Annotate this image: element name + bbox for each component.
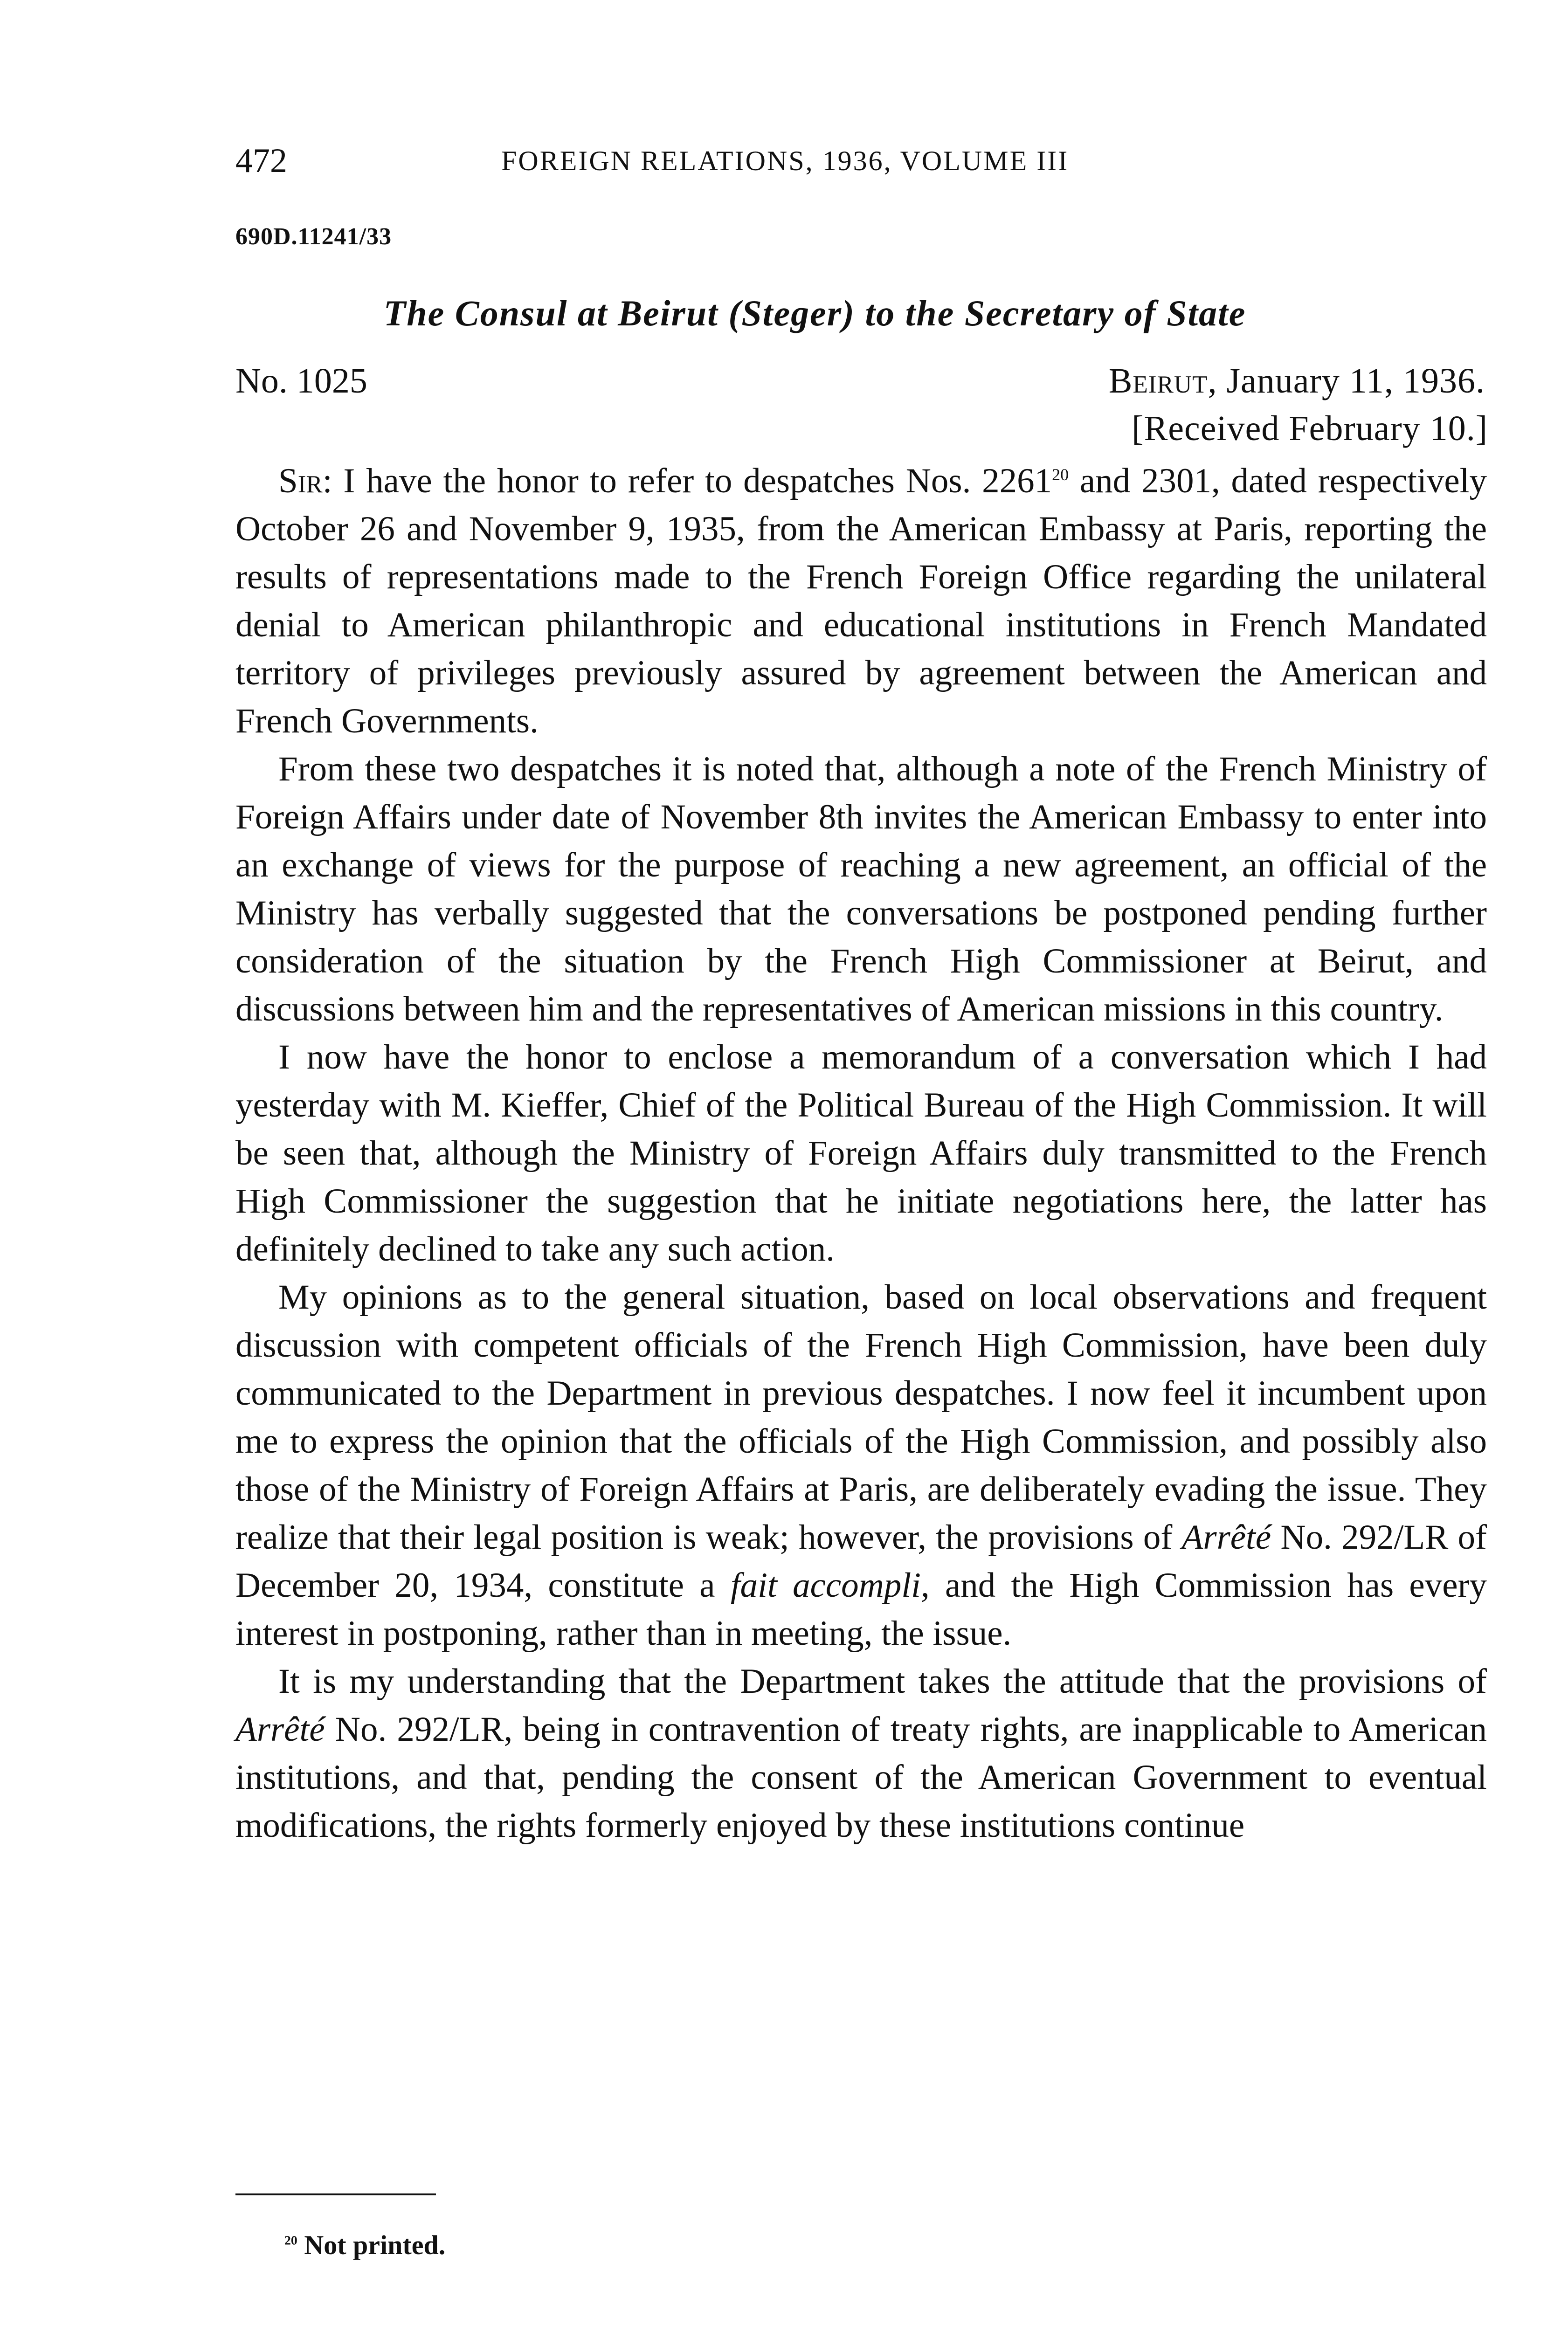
paragraph-4-text-3: , and the High Commission has every interest in postponing, rather than in meeting, the issue. bbox=[235, 1566, 1487, 1653]
paragraph-2: From these two despatches it is noted that, although a note of the French Ministry of Foreign Affairs under date of November 8th invites the American Embassy to enter into an exchange of views for the purpose of reaching a new agreement, an official of the Ministry has verbally suggested that the conversations be postponed pending further consideration of the situation by the French High Commissioner at Beirut, and discussions between him and the representatives of American missions in this country. bbox=[235, 750, 1487, 1028]
letter-body bbox=[235, 457, 1487, 1849]
paragraph-4-text-1: My opinions as to the general situation, based on local observations and frequent discussion with competent officials of the French High Commission, have been duly communicated to the Department in previous despatches. I now feel it incumbent upon me to express the opinion that the officials of the High Commission, and possibly also those of the Ministry of Foreign Affairs at Paris, are deliberately evading the issue. They realize that their legal position is weak; however, the provisions of bbox=[235, 1278, 1487, 1557]
dispatch-number: No. 1025 bbox=[235, 361, 367, 400]
file-number: 690D.11241/33 bbox=[235, 223, 392, 250]
paragraph-5-text-1: It is my understanding that the Department takes the attitude that the provisions of bbox=[278, 1662, 1487, 1701]
paragraph-1-text-end: and 2301, dated respectively October 26 and November 9, 1935, from the American Embassy at Paris, reporting the results of representations made to the French Foreign Office regarding the unilateral denial to American philanthropic and educational institutions in French Mandated territory of privileges previously assured by agreement between the American and French Governments. bbox=[235, 462, 1487, 740]
paragraph-5 bbox=[235, 1657, 1487, 1849]
dispatch-date: January 11, 1936. bbox=[1226, 361, 1485, 400]
footnote-20 bbox=[284, 2229, 445, 2261]
received-date: [Received February 10.] bbox=[1132, 409, 1488, 448]
page-header bbox=[235, 133, 1317, 189]
document-title: The Consul at Beirut (Steger) to the Secretary of State bbox=[383, 293, 1246, 334]
salutation: Sir bbox=[278, 462, 323, 500]
place-date-separator: , bbox=[1208, 361, 1227, 400]
paragraph-4 bbox=[235, 1273, 1487, 1657]
paragraph-3: I now have the honor to enclose a memorandum of a conversation which I had yesterday with M. Kieffer, Chief of the Political Bureau of the High Commission. It will be seen that, although the Ministry of Foreign Affairs duly transmitted to the French High Commissioner the suggestion that he initiate negotiations here, the latter has definitely declined to take any such action. bbox=[235, 1038, 1487, 1269]
place-and-date bbox=[1109, 361, 1485, 401]
paragraph-4-italic-arrete: Arrêté bbox=[1181, 1518, 1271, 1557]
dispatch-place: Beirut bbox=[1108, 361, 1208, 400]
footnote-marker: 20 bbox=[284, 2233, 297, 2248]
footnote-text: Not printed. bbox=[304, 2230, 446, 2260]
footnote-divider bbox=[235, 2193, 436, 2195]
page-number: 472 bbox=[235, 142, 287, 180]
paragraph-1-text-start: I have the honor to refer to despatches Nos. 2261 bbox=[343, 462, 1052, 500]
running-head: FOREIGN RELATIONS, 1936, VOLUME III bbox=[501, 145, 1069, 176]
footnote-space bbox=[297, 2230, 304, 2260]
paragraph-5-text-2: No. 292/LR, being in contravention of treaty rights, are inapplicable to American institutions, and that, pending the consent of the American Government to eventual modifications, the rights formerly enjoyed by these institutions continue bbox=[235, 1710, 1487, 1845]
paragraph-1 bbox=[235, 457, 1487, 745]
paragraph-4-italic-fait-accompli: fait accompli bbox=[730, 1566, 921, 1605]
footnote-reference: 20 bbox=[1052, 465, 1069, 484]
salutation-colon: : bbox=[322, 462, 344, 500]
paragraph-5-italic-arrete: Arrêté bbox=[235, 1710, 325, 1749]
paragraph-4-text-2: No. 292/LR of December 20, 1934, constitute a bbox=[235, 1518, 1487, 1605]
